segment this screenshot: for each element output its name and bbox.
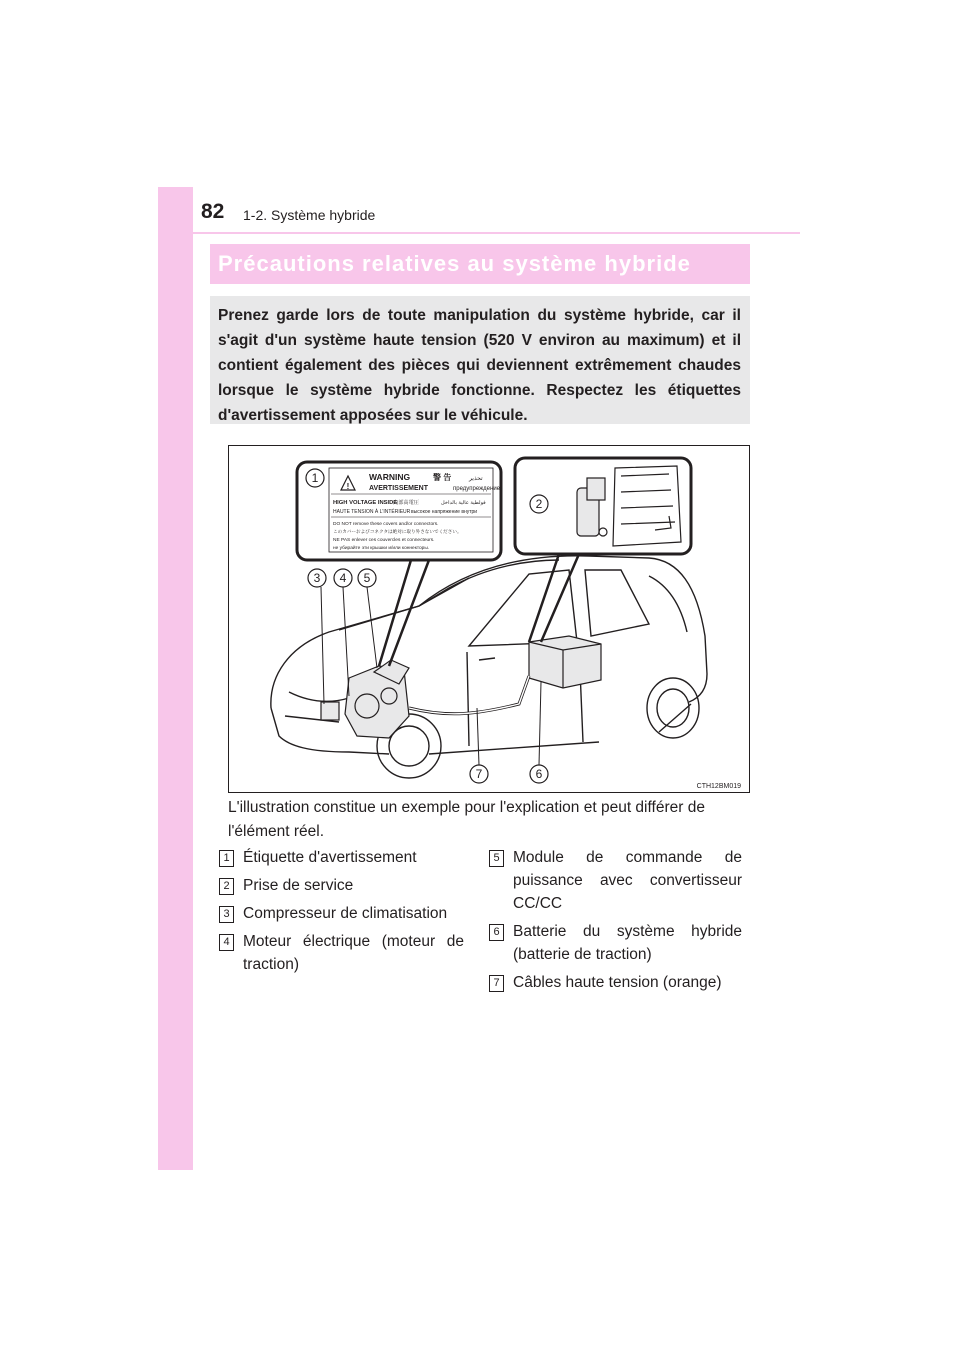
figure-caption: L'illustration constitue un exemple pour l'explication et peut différer de l'élément réel. [228,799,705,840]
legend-item [489,971,742,994]
warning-label-hv-jp: 内部高電圧 [393,500,419,506]
car-diagram [229,446,749,792]
legend-text: Module de commande de puissance avec convertisseur CC/CC [513,849,742,912]
legend-text: Prise de service [243,877,354,894]
warning-label-symbol: ! [346,482,350,491]
callout-6: 6 [535,767,543,781]
legend-right-column [489,846,742,999]
warning-label-line-fr: AVERTISSEMENT [369,485,428,492]
warning-label-hv-ar: فولطية عالية بالداخل [441,500,486,506]
legend-item [219,930,464,976]
section-title: Précautions relatives au système hybride [210,244,750,284]
callout-4: 4 [339,571,347,585]
legend-item [219,846,464,869]
legend-text: Batterie du système hybride (batterie de traction) [513,923,742,963]
legend-text: Câbles haute tension (orange) [513,974,722,991]
legend-item [489,920,742,966]
legend-number: 6 [489,924,504,941]
warning-label-hv-ru: высокое напряжение внутри [411,509,478,515]
legend-number: 4 [219,934,234,951]
legend-text: Moteur électrique (moteur de traction) [243,933,464,973]
page-number: 82 [201,200,225,223]
legend-item [489,846,742,915]
warning-label-hv-fr: HAUTE TENSION À L'INTÉRIEUR [333,509,411,515]
warning-label-line-ru: предупреждение [453,486,501,492]
high-voltage-cables [409,676,529,714]
warning-label-notice-jp: このカバーおよびコネクタは絶対に取り外さないでください。 [333,529,462,534]
warning-label-line-en: WARNING [369,472,411,482]
legend-number: 1 [219,850,234,867]
legend-item [219,874,464,897]
traction-battery [529,636,601,688]
intro-paragraph: Prenez garde lors de toute manipulation du système hybride, car il s'agit d'un système haute tension (520 V environ au maximum) et il contient également des pièces qui deviennent extrêmement chaudes lorsque le système hybride fonctionne. Respectez les étiquettes d'avertissement apposées sur le véhicule. [210,296,750,424]
legend-text: Étiquette d'avertissement [243,849,417,866]
warning-label-line-ar: تحذير [469,476,483,482]
callout-5: 5 [363,571,371,585]
callout-7: 7 [475,767,483,781]
callout-1: 1 [311,471,319,485]
car-outline [271,556,707,778]
warning-label-notice-fr: NE PAS enlever ces couvercles et connecteurs. [333,538,435,543]
legend-number: 7 [489,975,504,992]
motor-assembly [321,660,409,738]
hybrid-system-illustration [228,445,750,793]
section-breadcrumb: 1-2. Système hybride [243,207,376,223]
warning-label-line-jp: 警 告 [433,473,452,482]
side-thumb-band [158,187,193,1170]
legend-number: 2 [219,878,234,895]
legend-text: Compresseur de climatisation [243,905,448,922]
figure-code: CTH12BM019 [696,783,741,790]
callout-3: 3 [313,571,321,585]
header-divider [193,232,800,234]
warning-label-hv-en: HIGH VOLTAGE INSIDE [333,500,398,506]
warning-label-notice-ru: не убирайте эти крышки и/или коннекторы. [333,546,430,551]
legend-item [219,902,464,925]
legend-number: 5 [489,850,504,867]
legend-left-column [219,846,464,981]
legend-number: 3 [219,906,234,923]
callout-2: 2 [535,497,543,511]
warning-label-notice-en: DO NOT remove these covers and/or connectors. [333,522,439,527]
